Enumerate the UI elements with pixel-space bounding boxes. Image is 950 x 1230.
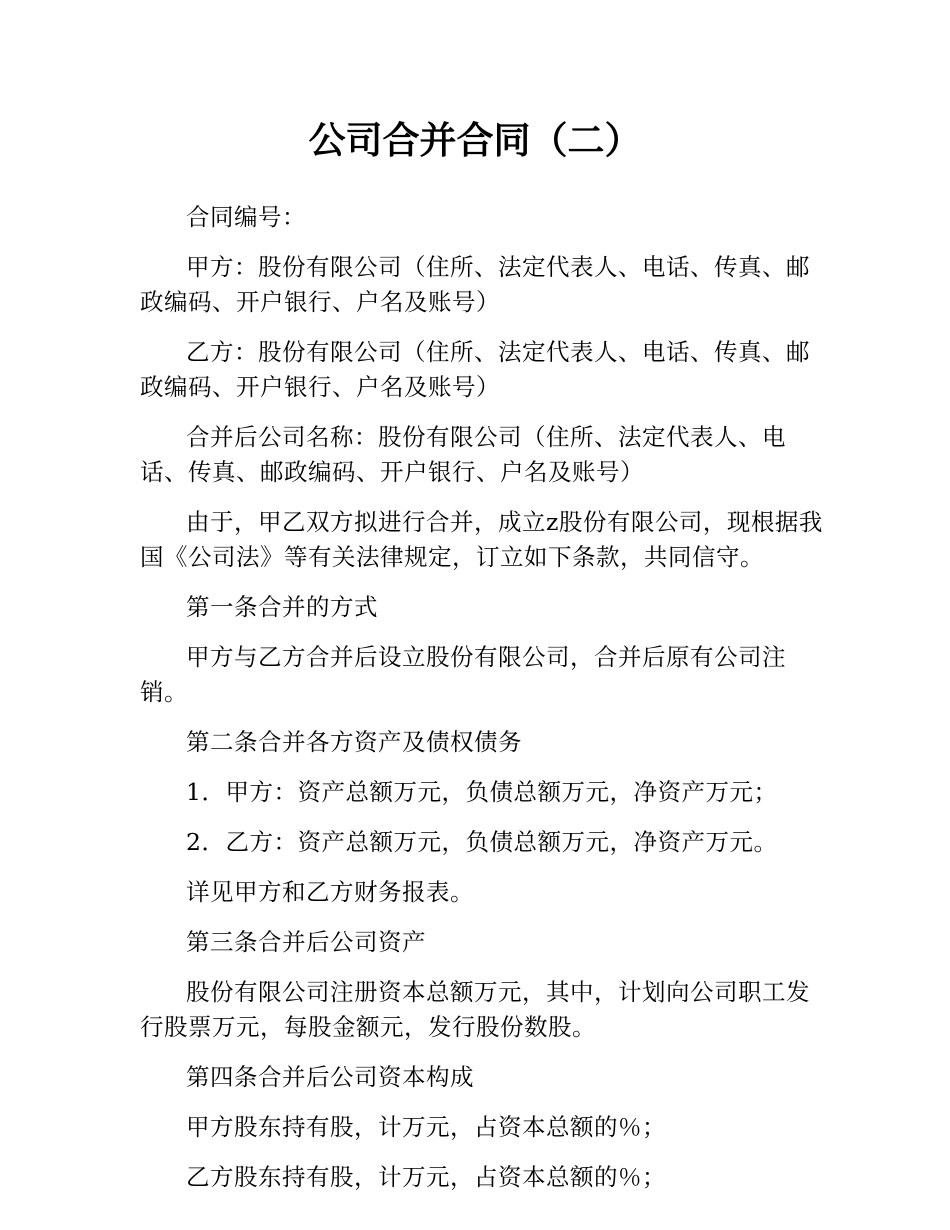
contract-number-line: 合同编号： [186, 203, 306, 231]
party-b-line: 乙方：股份有限公司（住所、法定代表人、电话、传真、邮政编码、开户银行、户名及账号） [140, 338, 810, 401]
article-4-item-party-b: 乙方股东持有股，计万元，占资本总额的％； [186, 1163, 666, 1191]
preamble-paragraph: 由于，甲乙双方拟进行合并，成立z股份有限公司，现根据我国《公司法》等有关法律规定，订立如下条款，共同信守。 [140, 508, 823, 571]
article-4-item-party-a: 甲方股东持有股，计万元，占资本总额的％； [186, 1113, 666, 1141]
article-2-item-2: 2．乙方：资产总额万元，负债总额万元，净资产万元。 [186, 828, 778, 856]
article-2-note: 详见甲方和乙方财务报表。 [186, 878, 474, 906]
document-title: 公司合并合同（二） [308, 119, 642, 162]
article-1-body: 甲方与乙方合并后设立股份有限公司，合并后原有公司注销。 [140, 643, 786, 706]
document-body [140, 200, 830, 1210]
article-3-body: 股份有限公司注册资本总额万元，其中，计划向公司职工发行股票万元，每股金额元，发行股份数股。 [140, 978, 810, 1041]
party-a-line: 甲方：股份有限公司（住所、法定代表人、电话、传真、邮政编码、开户银行、户名及账号） [140, 253, 810, 316]
article-3-heading: 第三条合并后公司资产 [186, 928, 426, 956]
merged-company-line: 合并后公司名称：股份有限公司（住所、法定代表人、电话、传真、邮政编码、开户银行、户名及账号） [140, 423, 786, 486]
article-1-heading: 第一条合并的方式 [186, 593, 378, 621]
article-4-heading: 第四条合并后公司资本构成 [186, 1063, 474, 1091]
article-2-heading: 第二条合并各方资产及债权债务 [186, 728, 522, 756]
article-2-item-1: 1．甲方：资产总额万元，负债总额万元，净资产万元； [186, 778, 778, 806]
